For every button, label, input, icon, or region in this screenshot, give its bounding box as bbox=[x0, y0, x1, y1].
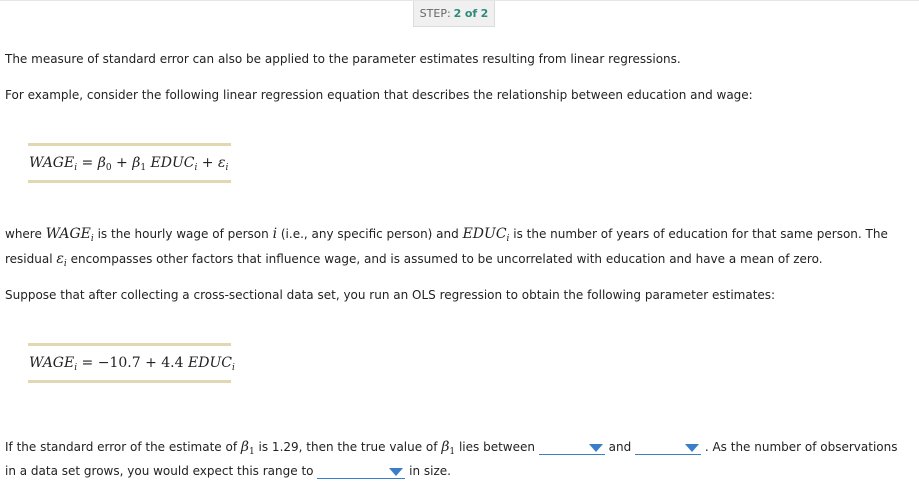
eq1-beta1-sub: 1 bbox=[140, 163, 147, 173]
eq1-beta0-sub: 0 bbox=[105, 163, 112, 173]
eq1-epsilon-sub: i bbox=[225, 163, 229, 173]
q-text-2: is 1.29, then the true value of bbox=[254, 440, 442, 454]
eq1-wage: WAGE bbox=[29, 155, 75, 171]
eq1-plus1: + bbox=[111, 155, 133, 171]
q-beta1-a: $\beta_1$ bbox=[240, 439, 255, 457]
eq1-educ: EDUC bbox=[146, 155, 195, 171]
question-line1 bbox=[5, 439, 898, 455]
def-educ-var: $EDUC_i$ bbox=[462, 226, 510, 244]
chevron-down-icon bbox=[589, 444, 603, 452]
step-total: 2 bbox=[480, 7, 489, 20]
eq2-educ: EDUC bbox=[188, 355, 232, 371]
regression-equation-box bbox=[28, 143, 231, 183]
estimate-equation bbox=[28, 346, 235, 380]
step-current: 2 bbox=[453, 7, 462, 20]
q-text-1: If the standard error of the estimate of bbox=[5, 440, 241, 454]
q-beta1-b: $\beta_1$ bbox=[441, 439, 456, 457]
ols-paragraph: Suppose that after collecting a cross-sectional data set, you run an OLS regression to obtain the following parameter estimates: bbox=[5, 288, 776, 302]
upper-bound-dropdown[interactable] bbox=[635, 439, 701, 455]
def-text-2: is the hourly wage of person bbox=[93, 227, 273, 241]
eq2-wage: WAGE bbox=[29, 355, 75, 371]
range-change-dropdown[interactable] bbox=[317, 463, 405, 479]
eq2-educ-sub: i bbox=[231, 363, 235, 373]
def-i-var: i bbox=[272, 226, 278, 242]
chevron-down-icon bbox=[685, 444, 699, 452]
question-line2 bbox=[5, 463, 451, 479]
eq2-values: = −10.7 + 4.4 bbox=[77, 355, 188, 371]
def-epsilon-var: $\varepsilon_i$ bbox=[56, 251, 67, 269]
chevron-down-icon bbox=[389, 468, 403, 476]
def-text-1: where bbox=[5, 227, 46, 241]
step-label: STEP: bbox=[419, 7, 451, 20]
def-text-3: (i.e., any specific person) and bbox=[277, 227, 463, 241]
eq1-wage-sub: i bbox=[74, 163, 78, 173]
def-wage-var: $WAGE_i$ bbox=[45, 226, 94, 244]
q-text-4: . As the number of observations bbox=[701, 440, 898, 454]
step-of-word: of bbox=[464, 7, 478, 20]
equation-bottom-bar bbox=[28, 180, 231, 183]
q-text-3: lies between bbox=[455, 440, 539, 454]
q-and: and bbox=[604, 440, 636, 454]
eq1-educ-sub: i bbox=[194, 163, 198, 173]
estimate-equation-box bbox=[28, 343, 235, 383]
eq1-plus2: + bbox=[197, 155, 218, 171]
eq1-epsilon: ε bbox=[217, 155, 226, 171]
regression-equation bbox=[28, 146, 231, 180]
eq1-beta1: β bbox=[132, 155, 141, 171]
def-text-4: is the number of years of education for that same person. The bbox=[509, 227, 888, 241]
example-paragraph: For example, consider the following linear regression equation that describes the relationship between education and wage: bbox=[5, 88, 753, 102]
definition-paragraph-line1 bbox=[5, 226, 888, 242]
step-indicator bbox=[413, 1, 495, 27]
q-text-5: in a data set grows, you would expect this range to bbox=[5, 464, 318, 478]
lower-bound-dropdown[interactable] bbox=[539, 439, 605, 455]
equation2-bottom-bar bbox=[28, 380, 231, 383]
eq1-equals: = bbox=[77, 155, 98, 171]
eq1-beta0: β bbox=[97, 155, 106, 171]
q-text-6: in size. bbox=[405, 464, 451, 478]
intro-paragraph: The measure of standard error can also be applied to the parameter estimates resulting from linear regressions. bbox=[5, 52, 681, 66]
eq2-wage-sub: i bbox=[74, 363, 78, 373]
definition-paragraph-line2 bbox=[5, 251, 823, 267]
def-text-5: residual bbox=[5, 252, 57, 266]
def-text-6: encompasses other factors that influence wage, and is assumed to be uncorrelated with education and have a mean of zero. bbox=[66, 252, 823, 266]
